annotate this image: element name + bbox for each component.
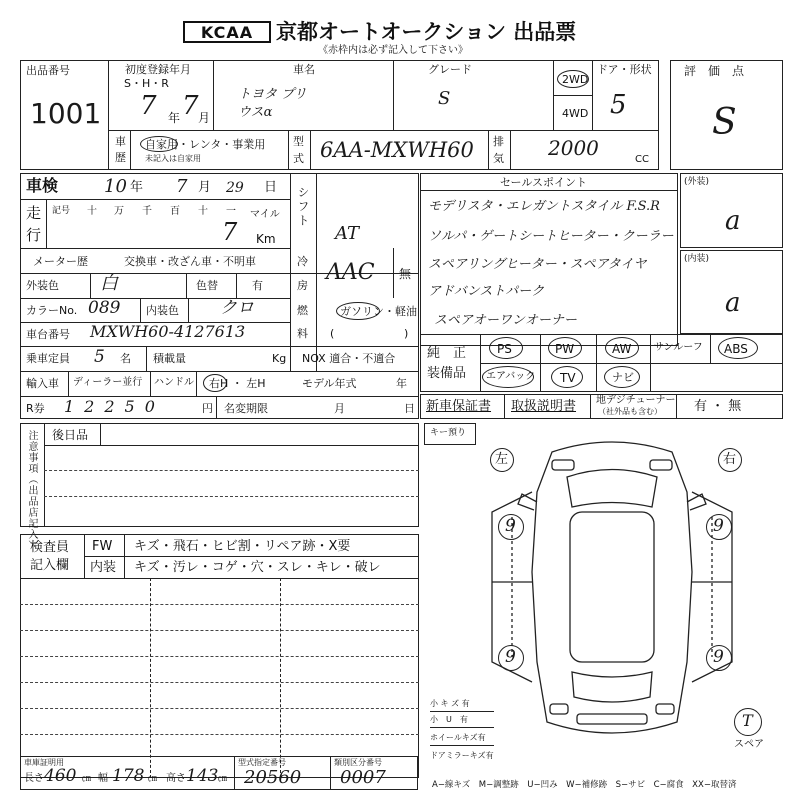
mileage-label-1: 走 [26, 204, 42, 222]
lot-number-value[interactable]: 1001 [30, 97, 102, 130]
width-unit: ㎝ [148, 774, 158, 784]
shift-value[interactable]: AT [335, 223, 360, 244]
height-value[interactable]: 143 [186, 766, 219, 786]
ac-label-2: 房 [297, 279, 308, 292]
ext-color-value[interactable]: 白 [100, 273, 118, 294]
exterior-grade-value[interactable]: a [725, 206, 741, 236]
category-no-label: 類別区分番号 [334, 758, 382, 767]
digit-label-man: 万 [114, 206, 124, 217]
reg-month-value[interactable]: 7 [182, 91, 199, 121]
tire-fr-mark[interactable]: 9 [713, 516, 724, 536]
insp-month-unit: 月 [198, 180, 212, 195]
legend-small-scratch: 小 キ ズ 有 [430, 699, 470, 708]
lot-number-label: 出品番号 [26, 64, 70, 77]
car-diagram [482, 432, 742, 752]
usage-options[interactable]: 自家用・レンタ・事業用 [145, 138, 266, 151]
damage-legend: A−線キズ M−調整跡 U−凹み W−補修跡 S−サビ C−腐食 XX−取替済 [432, 780, 737, 790]
drive-2wd[interactable]: 2WD [562, 73, 589, 86]
key-deposit-label: キー預り [430, 428, 467, 438]
capacity-label: 乗車定員 [26, 352, 70, 365]
width-value[interactable]: 178 [112, 766, 145, 786]
name-change-month: 月 [334, 402, 345, 415]
equip-tv[interactable]: TV [560, 371, 576, 385]
car-name-label: 車名 [293, 63, 315, 76]
insp-year-unit: 年 [130, 180, 144, 195]
digital-tuner-label: 地デジチューナー [596, 395, 676, 406]
mileage-label-2: 行 [26, 226, 42, 244]
designated-no-value[interactable]: 20560 [244, 767, 302, 788]
model-label-1: 型 [293, 135, 304, 148]
fw-options: キズ・飛石・ヒビ割・リペア跡・X要 [134, 539, 351, 554]
interior-grade-value[interactable]: a [725, 288, 741, 318]
ac-none[interactable]: 無 [399, 267, 412, 281]
category-no-value[interactable]: 0007 [340, 767, 386, 788]
equip-abs[interactable]: ABS [724, 342, 748, 356]
equip-airbag[interactable]: エアバック [486, 371, 536, 382]
tire-rr-mark[interactable]: 9 [713, 647, 724, 667]
inspection-label: 車検 [26, 176, 59, 195]
sales-point-1[interactable]: モデリスタ・エレガントスタイル F.S.R [428, 199, 660, 214]
model-value[interactable]: 6AA-MXWH60 [320, 138, 474, 162]
disp-label-2: 気 [493, 152, 504, 165]
car-name-value[interactable]: トヨタ プリウスα [238, 87, 307, 121]
digit-label-hyaku: 百 [170, 206, 180, 217]
new-warranty[interactable]: 新車保証書 [426, 399, 492, 414]
equip-ps[interactable]: PS [497, 342, 512, 356]
right-label: 右 [723, 452, 737, 467]
model-year-label: モデル年式 [302, 377, 357, 390]
mile-unit: マイル [250, 209, 280, 220]
digit-label-juu: 十 [198, 206, 208, 217]
notes-label: 注意事項（出品店記入） [26, 430, 37, 551]
equip-sunroof[interactable]: サンルーフ [654, 342, 703, 353]
digit-label-one: 一 [226, 206, 236, 217]
cc-unit: CC [635, 154, 649, 165]
door-shape-label: ドア・形状 [597, 63, 652, 76]
era-label: S・H・R [124, 77, 169, 90]
ac-value[interactable]: AAC [326, 260, 375, 285]
reg-month-unit: 月 [198, 111, 211, 125]
fuel-label-1: 燃 [297, 304, 308, 317]
length-unit: ㎝ [82, 774, 92, 784]
tuner-options[interactable]: 有 ・ 無 [694, 399, 742, 414]
capacity-unit: 名 [120, 352, 131, 365]
history-label-1: 車 [115, 135, 126, 148]
equip-pw[interactable]: PW [555, 342, 575, 356]
chassis-value[interactable]: MXWH60-4127613 [90, 322, 246, 341]
first-reg-label: 初度登録年月 [125, 63, 191, 76]
int-color-value[interactable]: クロ [220, 298, 254, 318]
import-label: 輸入車 [26, 377, 59, 390]
drive-4wd[interactable]: 4WD [562, 107, 589, 120]
cert-label: 車庫証明用 [24, 758, 64, 767]
history-label-2: 歴 [115, 151, 126, 164]
color-change-yes[interactable]: 有 [252, 279, 263, 292]
reg-year-value[interactable]: 7 [140, 91, 157, 121]
interior-label: (内装) [684, 254, 710, 264]
score-value[interactable]: S [712, 102, 737, 143]
naisou-options: キズ・汚レ・コゲ・穴・スレ・キレ・破レ [134, 560, 381, 575]
legend-small-u: 小 U 有 [430, 715, 468, 724]
mileage-value[interactable]: 7 [222, 218, 238, 246]
digital-tuner-note: （社外品も含む） [598, 407, 662, 416]
shift-label: シフト [296, 186, 310, 228]
tire-fl-mark[interactable]: 9 [505, 516, 516, 536]
sales-points-label: セールスポイント [500, 176, 588, 189]
width-label: 幅 [98, 773, 108, 784]
height-unit: ㎝ [218, 774, 228, 784]
fuel-label-2: 料 [297, 327, 308, 340]
meter-history-options[interactable]: 交換車・改ざん車・不明車 [124, 255, 256, 268]
later-date-label: 後日品 [52, 428, 89, 442]
document-title: 京都オートオークション 出品票 [276, 20, 577, 44]
nox-options[interactable]: NOX 適合・不適合 [302, 352, 396, 365]
handle-options[interactable]: 右H ・ 左H [209, 377, 266, 390]
ac-label-1: 冷 [297, 255, 308, 268]
document-subtitle: 《赤枠内は必ず記入して下さい》 [318, 45, 468, 56]
recycle-label: R券 [26, 402, 45, 415]
color-no-value[interactable]: 089 [88, 298, 121, 318]
height-label: 高さ [166, 773, 186, 784]
recycle-yen: 円 [202, 402, 213, 415]
color-no-label: カラーNo. [26, 304, 78, 317]
digit-label-sen: 千 [142, 206, 152, 217]
exterior-label: (外装) [684, 177, 710, 187]
name-change-day: 日 [404, 402, 415, 415]
digit-label-ten-man: 十 [87, 206, 97, 217]
length-label: 長さ [24, 773, 44, 784]
length-value[interactable]: 460 [44, 766, 77, 786]
name-change-label: 名変期限 [224, 402, 268, 415]
score-label: 評 価 点 [684, 64, 745, 78]
insp-day-value[interactable]: 29 [226, 180, 244, 196]
fuel-paren-l: ( [330, 327, 335, 340]
meter-history-label: メーター歴 [33, 255, 88, 268]
insp-year-value[interactable]: 10 [104, 176, 127, 197]
model-year-unit: 年 [396, 377, 407, 390]
displacement-value[interactable]: 2000 [548, 136, 599, 160]
grade-label: グレード [428, 63, 472, 76]
equipment-label-2: 装備品 [427, 366, 467, 381]
load-label: 積載量 [153, 352, 186, 365]
reg-year-unit: 年 [168, 111, 181, 125]
manual[interactable]: 取扱説明書 [511, 399, 577, 414]
naisou-label: 内装 [90, 560, 117, 575]
legend-wheel: ホイールキズ有 [430, 733, 486, 742]
sales-point-2[interactable]: ソルパ・ゲートシートヒーター・クーラー [428, 229, 674, 244]
sales-point-5[interactable]: スペアオーワンオーナー [434, 313, 577, 328]
designated-no-label: 型式指定番号 [238, 758, 286, 767]
equip-navi[interactable]: ナビ [612, 371, 634, 384]
inspector-label-2: 記入欄 [30, 558, 70, 573]
color-change-label: 色替 [196, 279, 218, 292]
sales-point-4[interactable]: アドバンストパーク [428, 284, 545, 299]
dealer-label[interactable]: ディーラー並行 [73, 377, 143, 388]
left-label: 左 [495, 452, 509, 467]
spare-label: スペア [734, 739, 764, 750]
fuel-options[interactable]: ガソリン・軽油 [340, 305, 417, 318]
equip-aw[interactable]: AW [612, 342, 632, 356]
capacity-value[interactable]: 5 [94, 347, 105, 367]
equipment-label-1: 純 正 [427, 346, 467, 361]
doors-value[interactable]: 5 [610, 90, 627, 120]
chassis-label: 車台番号 [26, 328, 70, 341]
fuel-paren-r: ) [404, 327, 409, 340]
grade-value[interactable]: S [438, 88, 451, 109]
mileage-symbol: 記号 [52, 206, 71, 216]
km-unit: Km [256, 232, 276, 246]
usage-note: 未記入は自家用 [145, 154, 201, 163]
model-label-2: 式 [293, 152, 304, 165]
load-unit: Kg [272, 352, 287, 365]
insp-month-value[interactable]: 7 [176, 176, 188, 197]
ext-color-label: 外装色 [26, 279, 59, 292]
legend-mirror: ドアミラーキズ有 [430, 751, 494, 760]
tire-rl-mark[interactable]: 9 [505, 647, 516, 667]
inspector-label-1: 検査員 [30, 540, 70, 555]
insp-day-unit: 日 [264, 180, 278, 195]
handle-label: ハンドル [154, 377, 194, 388]
disp-label-1: 排 [493, 135, 504, 148]
logo-text: KCAA [200, 22, 254, 42]
sales-point-3[interactable]: スペアリングヒーター・スペアタイヤ [428, 257, 647, 272]
logo [183, 21, 271, 43]
spare-mark[interactable]: T [742, 711, 753, 730]
fw-label: FW [92, 539, 113, 554]
recycle-fee-value[interactable]: 12250 [64, 397, 165, 416]
int-color-label: 内装色 [146, 304, 179, 317]
